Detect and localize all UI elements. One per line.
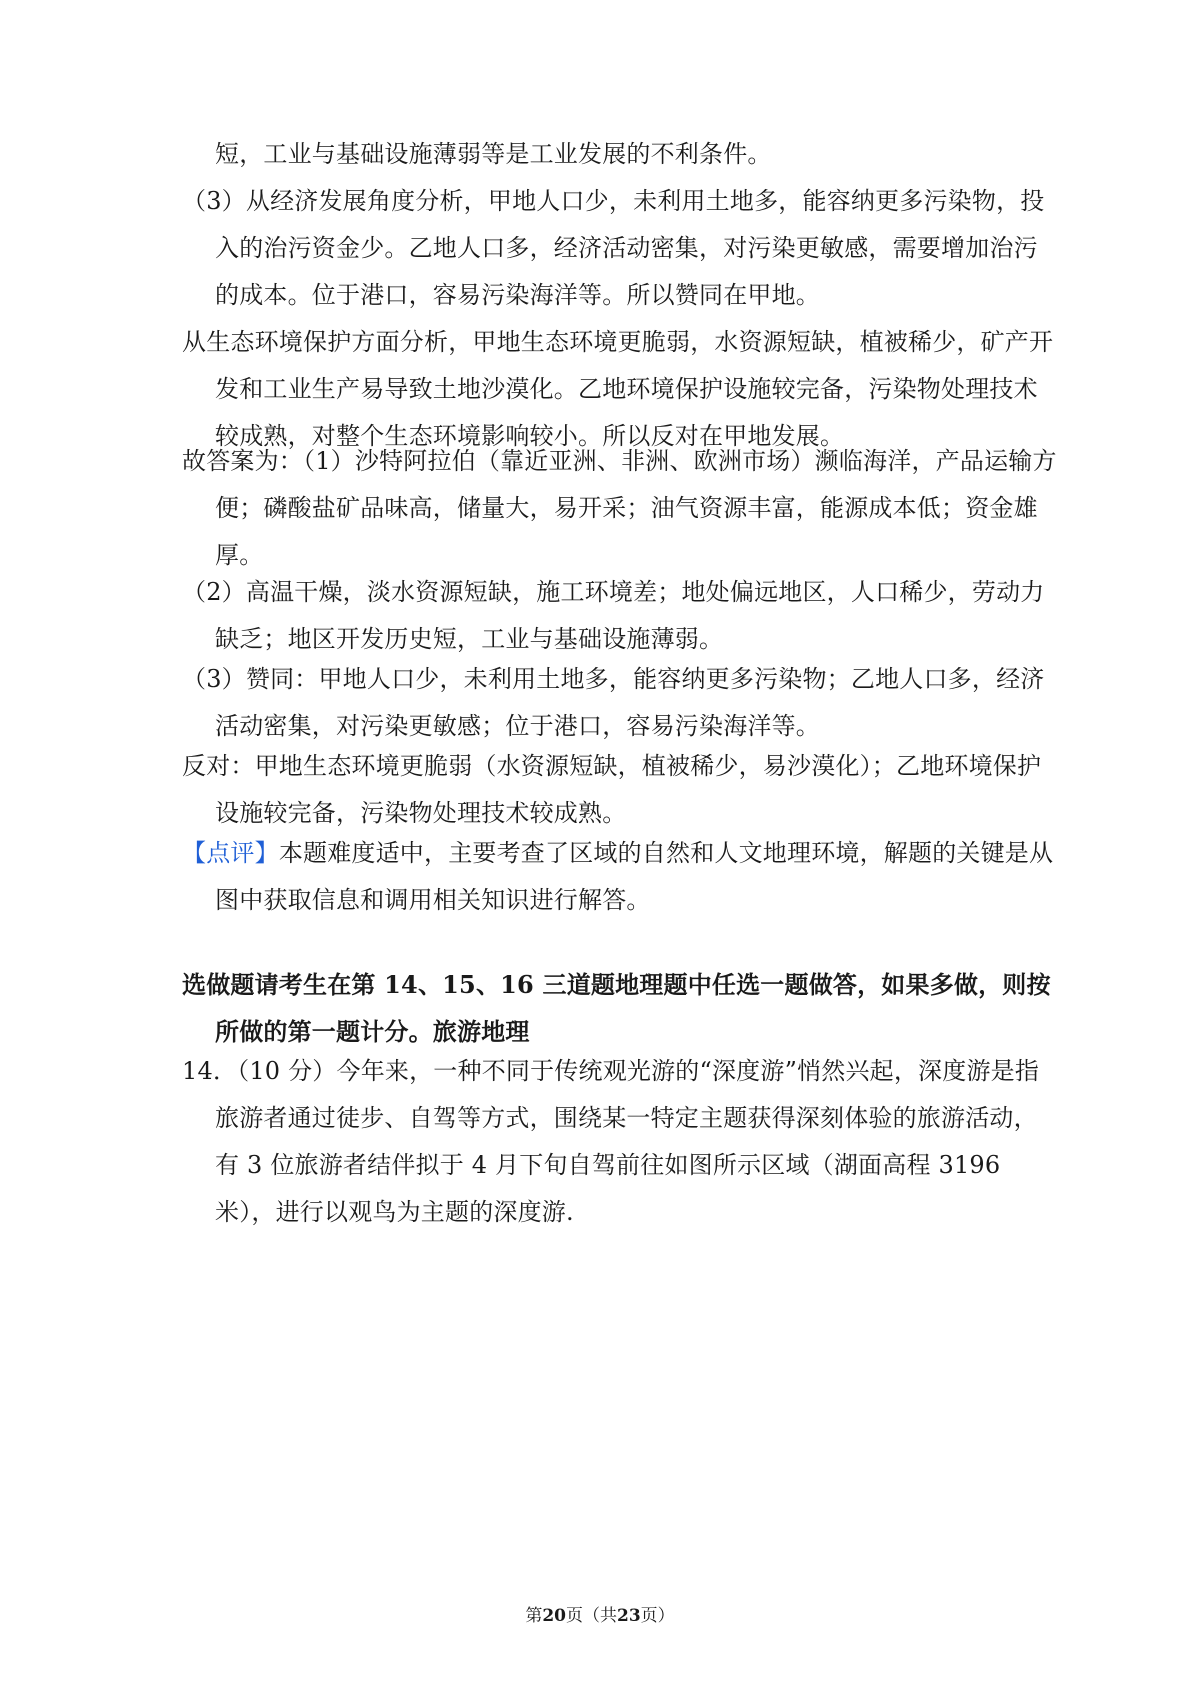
page-footer: [0, 1604, 1200, 1628]
question-14: 14．（10 分）今年来，一种不同于传统观光游的“深度游”悄然兴起，深度游是指旅游者通过徒步、自驾等方式，围绕某一特定主题获得深刻体验的旅游活动，有 3 位旅游者结伴拟于 4 月下旬自驾前往如图所示区域（湖面高程 3196 米），进行以观鸟为主题的深度游.: [182, 1057, 1040, 1226]
footer-suffix: 页）: [640, 1606, 675, 1626]
comment-text: 本题难度适中，主要考查了区域的自然和人文地理环境，解题的关键是从图中获取信息和调用相关知识进行解答。: [215, 839, 1054, 914]
section-heading: 选做题请考生在第 14、15、16 三道题地理题中任选一题做答，如果多做，则按所做的第一题计分。旅游地理: [182, 970, 1051, 1046]
footer-page-number: 20: [542, 1606, 566, 1626]
answer-paragraph: 反对：甲地生态环境更脆弱（水资源短缺，植被稀少，易沙漠化）；乙地环境保护设施较完备，污染物处理技术较成熟。: [182, 752, 1042, 827]
answer-paragraph: 短，工业与基础设施薄弱等是工业发展的不利条件。: [215, 140, 772, 168]
answer-paragraph: （2）高温干燥，淡水资源短缺，施工环境差；地处偏远地区，人口稀少，劳动力缺乏；地区开发历史短，工业与基础设施薄弱。: [182, 578, 1045, 653]
answer-paragraph: 故答案为：（1）沙特阿拉伯（靠近亚洲、非洲、欧洲市场）濒临海洋，产品运输方便；磷酸盐矿品味高，储量大，易开采；油气资源丰富，能源成本低；资金雄厚。: [182, 447, 1057, 569]
comment-paragraph: [182, 830, 1060, 924]
answer-paragraph: （3）从经济发展角度分析，甲地人口少，未利用土地多，能容纳更多污染物，投入的治污资金少。乙地人口多，经济活动密集，对污染更敏感，需要增加治污的成本。位于港口，容易污染海洋等。所以赞同在甲地。: [182, 187, 1045, 309]
footer-middle: 页（共: [566, 1606, 617, 1626]
answer-paragraph: （3）赞同：甲地人口少，未利用土地多，能容纳更多污染物；乙地人口多，经济活动密集，对污染更敏感；位于港口，容易污染海洋等。: [182, 665, 1045, 740]
footer-prefix: 第: [525, 1606, 543, 1626]
comment-tag: 【点评】: [182, 839, 279, 867]
answer-paragraph: 从生态环境保护方面分析，甲地生态环境更脆弱，水资源短缺，植被稀少，矿产开发和工业生产易导致土地沙漠化。乙地环境保护设施较完备，污染物处理技术较成熟，对整个生态环境影响较小。所以反对在甲地发展。: [182, 328, 1054, 450]
footer-total-pages: 23: [617, 1606, 641, 1626]
